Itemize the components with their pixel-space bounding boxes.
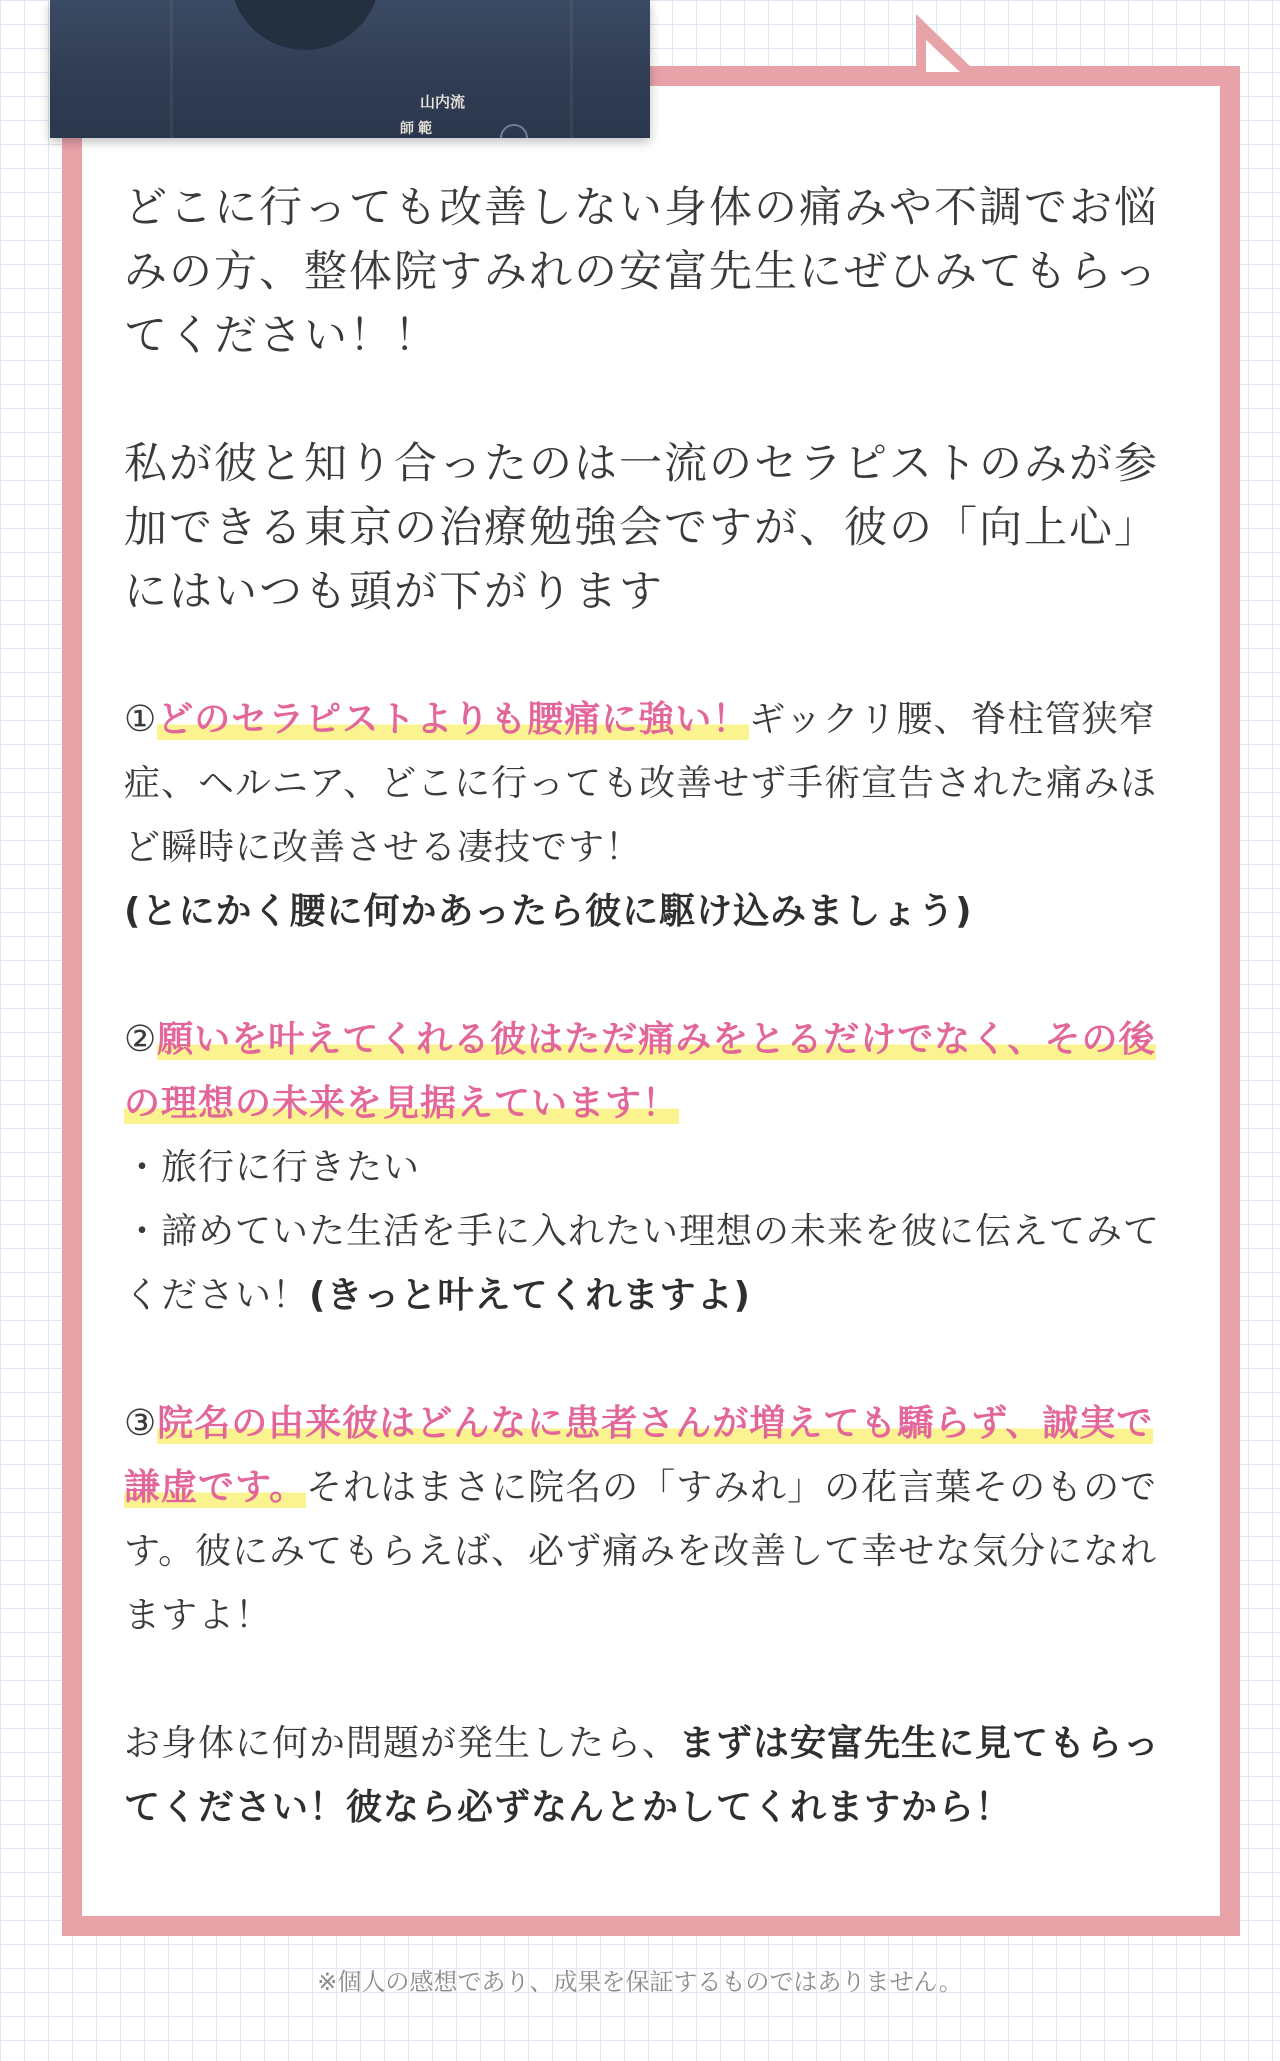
point-1-highlight: どのセラピストよりも腰痛に強い！ [157, 699, 750, 740]
point-2-bullet-1: ・旅行に行きたい [124, 1147, 421, 1188]
shirt-seam [570, 0, 573, 138]
intro-paragraph-1: どこに行っても改善しない身体の痛みや不調でお悩みの方、整体院すみれの安富先生にぜひみてもらってください！！ [124, 183, 1159, 361]
therapist-photo [50, 0, 650, 138]
point-1-text: ギックリ腰、脊柱管狭窄症、ヘルニア、どこに行っても改善せず手術宣告された痛みほど瞬時に改善させる凄技です！ [124, 699, 1158, 868]
point-2-number: ② [124, 1019, 158, 1060]
shirt-seam [170, 0, 173, 138]
shirt-collar [230, 0, 380, 50]
testimonial-content [124, 176, 1184, 1840]
embroidery-text: 山内流 [420, 93, 466, 111]
intro-paragraph-2: 私が彼と知り合ったのは一流のセラピストのみが参加できる東京の治療勉強会ですが、彼の「向上心」にはいつも頭が下がります [124, 439, 1159, 617]
point-2-bold: (きっと叶えてくれますよ) [309, 1275, 751, 1316]
point-1 [124, 688, 1184, 944]
closing-paragraph [124, 1712, 1184, 1840]
disclaimer-note: ※個人の感想であり、成果を保証するものではありません。 [317, 1968, 963, 1996]
point-2-bullet-2: ・諦めていた生活を手に入れたい理想の未来を彼に伝えてみてください！ [124, 1211, 1161, 1316]
point-1-number: ① [124, 699, 158, 740]
embroidery-logo-icon [500, 124, 528, 138]
speech-bubble-tail-inner [926, 40, 960, 72]
point-2 [124, 1008, 1184, 1328]
point-3-highlight: 院名の由来彼はどんなに患者さんが増えても驕らず、誠実で謙虚です。 [124, 1403, 1154, 1508]
point-3-text: それはまさに院名の「すみれ」の花言葉そのものです。彼にみてもらえば、必ず痛みを改善して幸せな気分になれますよ！ [124, 1467, 1158, 1636]
closing-text: お身体に何か問題が発生したら、 [124, 1723, 680, 1764]
embroidery-text-2: 師範 [400, 121, 436, 137]
point-3 [124, 1392, 1184, 1648]
closing-bold: まずは安富先生に見てもらってください！彼なら必ずなんとかしてくれますから！ [124, 1723, 1161, 1828]
point-2-highlight: 願いを叶えてくれる彼はただ痛みをとるだけでなく、その後の理想の未来を見据えています！ [124, 1019, 1156, 1124]
point-3-number: ③ [124, 1403, 158, 1444]
point-1-bold: (とにかく腰に何かあったら彼に駆け込みましょう) [124, 891, 973, 932]
